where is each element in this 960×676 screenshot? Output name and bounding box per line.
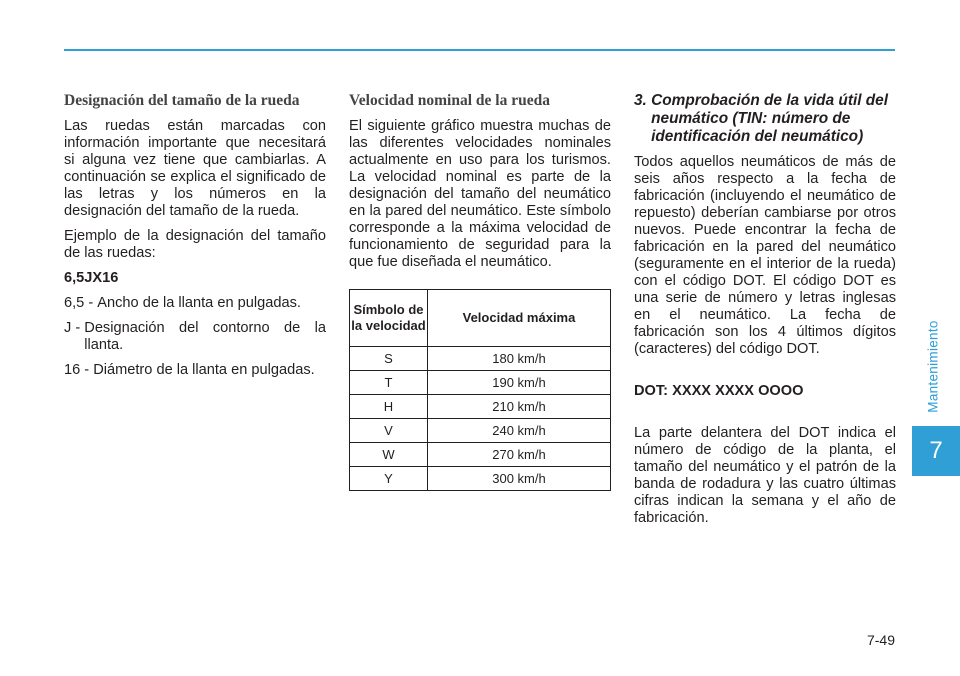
paragraph: El siguiente gráfico muestra muchas de las diferentes velocidades nominales actualmente en uso para los turismos. La velocidad nominal es parte de la designación del tamaño del neumático en la pared del neumático. Este símbolo corresponde a la máxima velocidad de funcionamiento de seguridad para la que fue diseñada el neumático. [349, 118, 611, 270]
cell-speed: 190 km/h [428, 371, 611, 395]
cell-symbol: S [350, 347, 428, 371]
cell-symbol: T [350, 371, 428, 395]
list-item-text: Ancho de la llanta en pulgadas. [97, 295, 301, 311]
table-row [350, 419, 611, 443]
table-header-row [350, 290, 611, 347]
table-row [350, 347, 611, 371]
cell-symbol: H [350, 395, 428, 419]
column-tire-life [634, 92, 896, 535]
dot-code: DOT: XXXX XXXX OOOO [634, 383, 804, 399]
header-max-speed: Velocidad máxima [428, 290, 611, 347]
cell-speed: 180 km/h [428, 347, 611, 371]
list-item [64, 320, 326, 354]
list-item [64, 362, 326, 379]
cell-speed: 240 km/h [428, 419, 611, 443]
section-number: 3. [634, 92, 652, 109]
table-row [350, 467, 611, 491]
list-item [64, 295, 326, 312]
paragraph: La parte delantera del DOT indica el número de código de la planta, el tamaño del neumático y el patrón de la banda de rodadura y las cuatro últimas cifras indican la semana y el año de fabricación. [634, 425, 896, 526]
table-row [350, 443, 611, 467]
chapter-number-box [912, 426, 960, 476]
section-heading-rim-size: Designación del tamaño de la rueda [64, 92, 300, 109]
table-row [350, 395, 611, 419]
cell-symbol: V [350, 419, 428, 443]
speed-rating-table [349, 289, 611, 491]
list-item-key: 6,5 - [64, 295, 98, 311]
table-row [350, 371, 611, 395]
cell-speed: 270 km/h [428, 443, 611, 467]
page-number: 7-49 [866, 632, 895, 648]
section-heading-tire-life [634, 92, 896, 146]
cell-speed: 210 km/h [428, 395, 611, 419]
list-item-text: Designación del contorno de la llanta. [84, 320, 326, 353]
section-heading-text: Comprobación de la vida útil del neumático (TIN: número de identificación del neumático) [651, 92, 889, 145]
paragraph: Todos aquellos neumáticos de más de seis años respecto a la fecha de fabricación (incluyendo el neumático de repuesto) deberían cambiarse por otros nuevos. Puede encontrar la fecha de fabricación en la pared del neumático (seguramente en el interior de la rueda) con el código DOT. El código DOT es una serie de número y letras inglesas en el neumático. La fecha de fabricación son los 4 últimos dígitos (caracteres) del código DOT. [634, 154, 896, 357]
list-item-key: J - [64, 320, 85, 336]
list-item-key: 16 - [64, 362, 94, 378]
cell-speed: 300 km/h [428, 467, 611, 491]
paragraph: Ejemplo de la designación del tamaño de las ruedas: [64, 228, 326, 261]
chapter-tab-label [922, 310, 944, 422]
cell-symbol: Y [350, 467, 428, 491]
example-code: 6,5JX16 [64, 270, 119, 286]
chapter-title: Mantenimiento [925, 319, 941, 413]
list-item-text: Diámetro de la llanta en pulgadas. [93, 362, 315, 378]
section-heading-speed-rating: Velocidad nominal de la rueda [349, 92, 550, 109]
top-rule [64, 49, 895, 51]
cell-symbol: W [350, 443, 428, 467]
column-speed-rating [349, 92, 611, 491]
chapter-number: 7 [929, 437, 943, 464]
header-symbol: Símbolo de la velocidad [350, 290, 428, 347]
column-rim-size [64, 92, 326, 387]
paragraph: Las ruedas están marcadas con información importante que necesitará si alguna vez tiene que cambiarlas. A continuación se explica el significado de las letras y los números en la designación del tamaño de la rueda. [64, 118, 326, 219]
